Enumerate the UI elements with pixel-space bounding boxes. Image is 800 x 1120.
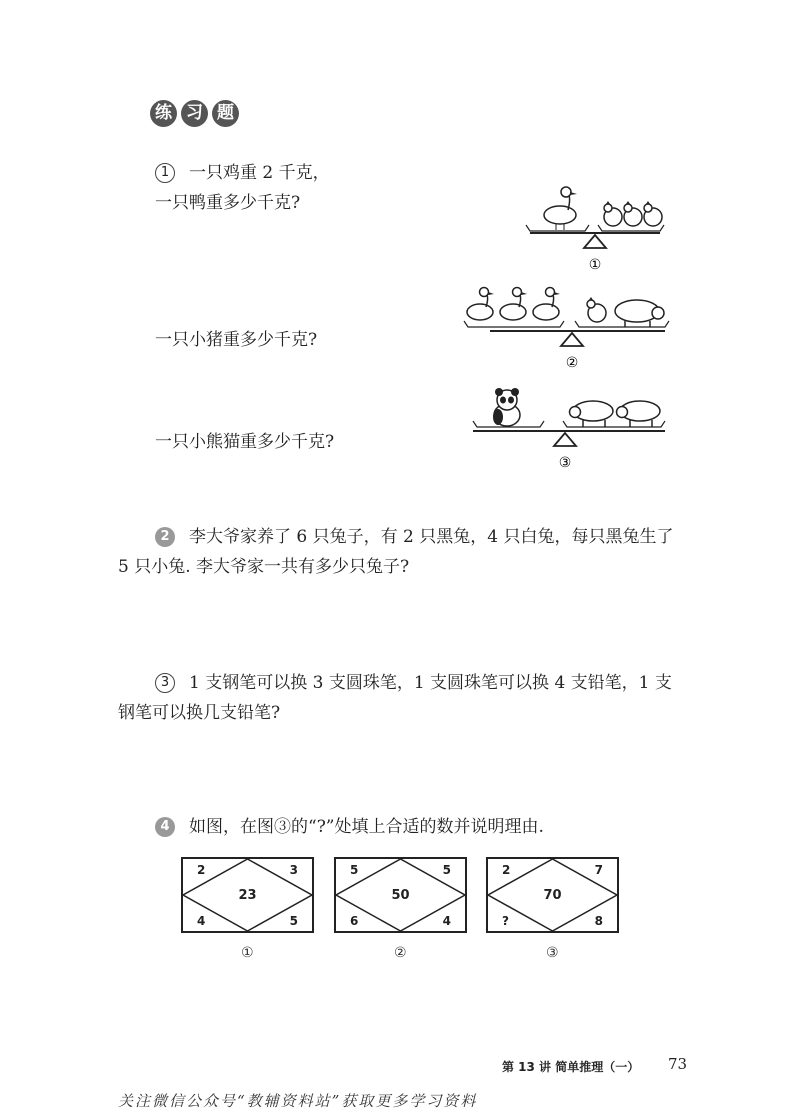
balance-scale-2 (460, 285, 680, 375)
fig3-top-right: 7 (594, 863, 603, 877)
fig2-top-left: 5 (350, 863, 359, 877)
watermark-text: 关注微信公众号“教辅资料站”获取更多学习资料 (118, 1092, 478, 1110)
fig3-bottom-left: ? (502, 914, 509, 928)
q1-line1 (155, 158, 330, 188)
q3-line2: 钢笔可以换几支铅笔? (118, 703, 281, 723)
fig1-bottom-right: 5 (289, 914, 298, 928)
chapter-footer: 第 13 讲 简单推理（一） (502, 1060, 640, 1074)
q1-marker: 1 (155, 163, 175, 183)
q1-line4: 一只小熊猫重多少千克? (155, 432, 335, 452)
fig3-caption: ③ (546, 945, 559, 961)
fig2-caption: ② (394, 945, 407, 961)
q4-text: 如图，在图③的“?”处填上合适的数并说明理由. (189, 817, 544, 837)
pig-icon (617, 401, 661, 427)
page-number: 73 (668, 1055, 688, 1073)
q4-marker: 4 (155, 817, 175, 837)
scale-label-1: ① (588, 257, 602, 273)
question-3 (118, 668, 683, 728)
fig3-top-left: 2 (502, 863, 511, 877)
fig2-bottom-left: 6 (350, 914, 359, 928)
section-title (150, 100, 239, 127)
chicken-icon (644, 201, 662, 226)
question-4 (155, 812, 544, 842)
rhombus-figure-2 (334, 857, 467, 933)
duck-icon (533, 288, 560, 321)
duck-icon (500, 288, 527, 321)
chicken-icon (624, 201, 642, 226)
duck-icon (544, 187, 577, 230)
rhombus-figure-1 (181, 857, 314, 933)
title-char-1: 练 (150, 100, 177, 127)
fig1-center: 23 (238, 888, 257, 903)
chicken-icon (587, 297, 606, 322)
title-char-2: 习 (181, 100, 208, 127)
q3-marker: 3 (155, 673, 175, 693)
rhombus-figure-3 (486, 857, 619, 933)
fig1-top-right: 3 (289, 863, 298, 877)
q1-text1: 一只鸡重 2 千克， (189, 163, 330, 183)
pig-icon (570, 401, 614, 427)
q3-text1: 1 支钢笔可以换 3 支圆珠笔，1 支圆珠笔可以换 4 支铅笔，1 支 (189, 673, 672, 693)
fig1-caption: ① (241, 945, 254, 961)
q2-marker: 2 (155, 527, 175, 547)
fig3-center: 70 (543, 888, 562, 903)
question-2 (118, 522, 683, 582)
q1-line3: 一只小猪重多少千克? (155, 330, 318, 350)
scale-label-2: ② (565, 355, 579, 371)
q1-line2: 一只鸭重多少千克? (155, 193, 301, 213)
pig-icon (615, 300, 664, 327)
duck-icon (467, 288, 494, 321)
fig3-bottom-right: 8 (594, 914, 603, 928)
balance-scale-3 (465, 385, 675, 475)
fig2-bottom-right: 4 (442, 914, 451, 928)
scale-label-3: ③ (558, 455, 572, 471)
panda-icon (493, 388, 520, 426)
chicken-icon (604, 201, 622, 226)
fig1-top-left: 2 (197, 863, 206, 877)
fig1-bottom-left: 4 (197, 914, 206, 928)
balance-scale-1 (520, 185, 670, 275)
fig2-top-right: 5 (442, 863, 451, 877)
q2-line1 (118, 522, 683, 552)
q2-text1: 李大爷家养了 6 只兔子，有 2 只黑兔，4 只白兔，每只黑兔生了 (189, 527, 674, 547)
q2-line2: 5 只小兔. 李大爷家一共有多少只兔子? (118, 557, 410, 577)
title-char-3: 题 (212, 100, 239, 127)
q3-line1 (118, 668, 683, 698)
fig2-center: 50 (391, 888, 410, 903)
